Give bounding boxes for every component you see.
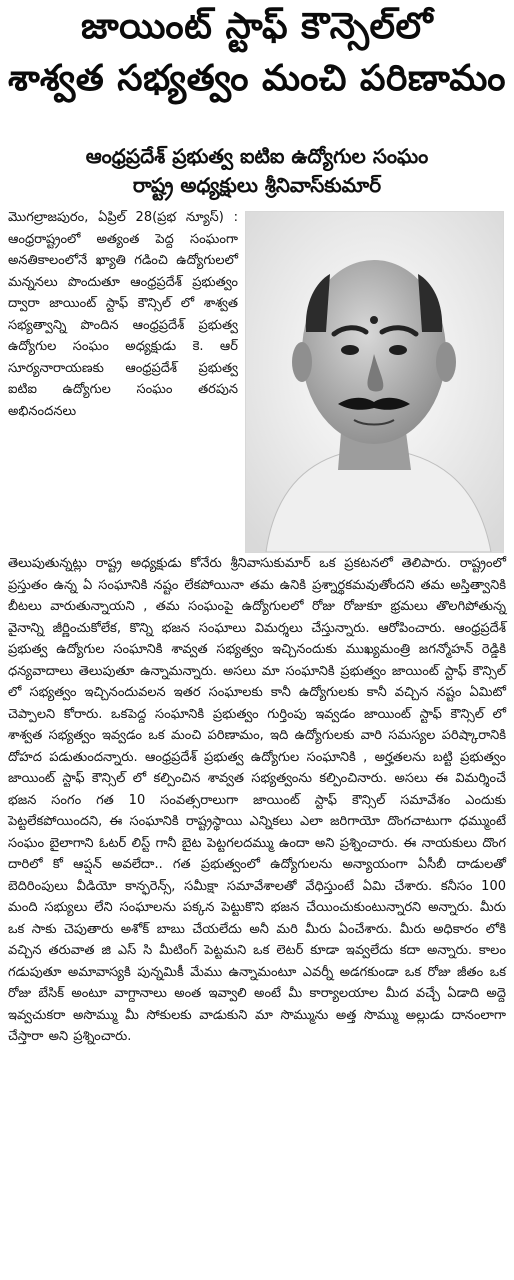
article-paragraph-full: తెలుపుతున్నట్లు రాష్ట్ర అధ్యక్షుడు కోనేరు శ్రీనివాసుకుమార్ ఒక ప్రకటనలో తెలిపారు. రాష్ట్రంలో ప్రస్తుతం ఉన్న ఏ సంఘానికి నష్టం లేకపోయినా తమ ఉనికి ప్రశ్నార్థకమవుతోందని తమ అస్తిత్వానికి బీటలు వారుతున్నాయని , తమ సంఘంపై ఉద్యోగులలో రోజు రోజుకూ భ్రమలు తొలగిపోతున్న వైనాన్ని జీర్ణించుకోలేక, కొన్ని భజన సంఘాలు విమర్శలు చేస్తున్నారు. ఆరోపించారు. ఆంధ్రప్రదేశ్ ప్రభుత్వ ఉద్యోగుల సంఘానికి శావ్వత సభ్యత్వం ఇచ్చినందుకు ముఖ్యమంత్రి జగన్మోహన్ రెడ్డికి ధన్యవాదాలు తెలుపుతూ ఉన్నామన్నారు. అసలు మా సంఘానికి ప్రభుత్వం జాయింట్ స్టాఫ్ కౌన్సిల్ లో సభ్యత్వం ఇచ్చినందువలన ఇతర సంఘాలకు కానీ ఉద్యోగులకు కానీ వచ్చిన నష్టం ఏమిటో చెప్పాలని కోరారు. ఒకపెద్ద సంఘానికి ప్రభుత్వం గుర్తింపు ఇవ్వడం జాయింట్ స్టాఫ్ కౌన్సిల్ లో శాశ్వత సభ్యత్వం ఇవ్వడం ఒక మంచి పరిణామం, ఇది ఉద్యోగులకు వారి సమస్యల పరిష్కారానికి దోహద పడుతుందన్నారు. ఆంధ్రప్రదేశ్ ప్రభుత్వ ఉద్యోగుల సంఘానికి , అర్హతలను బట్టి ప్రభుత్వం జాయింట్ స్టాఫ్ కౌన్సిల్ లో కల్పించిన శావ్వత సభ్యత్వంను కల్పించినారు. అసలు ఈ విమర్శించే భజన సంగం గత 10 సంవత్సరాలుగా జాయింట్ స్టాఫ్ కౌన్సిల్ సమావేశం ఎందుకు పెట్టలేకపోయిందని, ఈ సంఘానికి రాష్ట్రస్థాయి ఎన్నికలు ఎలా జరిగాయో దొంగచాటుగా ధమ్ముంటే సంఘం బైలాగాని ఓటర్ లిస్ట్ గానీ బైట పెట్టగలదమ్ము ఉందా అని ప్రశ్నించారు. ఈ నాయకులు దొంగ దారిలో కో ఆప్షన్ అవలేదా.. గత ప్రభుత్వంలో ఉద్యోగులను అన్యాయంగా ఏసీబీ దాడులతో బెదిరింపులు వీడియో కాన్ఫరెన్స్, సమీక్షా సమావేశాలతో వేధిస్తుంటే ఏమి చేశారు. కనీసం 100 మంది సభ్యులు లేని సంఘాలను పక్కన పెట్టుకొని భజన చేయించుకుంటున్నారని అన్నారు. మీరు ఒక సాకు చెపుతారు అశోక్ బాబు చేయలేదు అనీ మరి మీరు ఏంచేశారు. మీరు అధికారం లోకి వచ్చిన తరువాత జి ఎస్ సి మీటింగ్ పెట్టమని ఒక లెటర్ కూడా ఇవ్వలేదు కదా అన్నారు. కాలం గడుపుతూ అమావాస్యకి పున్నమికీ మేము ఉన్నామంటూ ఎవర్నీ అడగకుండా ఒక రోజు జీతం ఒక రోజు బేసిక్ అంటూ వాగ్దానాలు అంత ఇవ్వాలి అంటే మీ కార్యాలయాల మీద వచ్చే ఏడాది అద్దె ఇవ్వచుకరా అసొమ్ము మీ సోకులకు వాడుకుని మా సొమ్మును అత్త సొమ్ము అల్లుడు దానంలాగా చేస్తారా అని ప్రశ్నించారు.	[8, 556, 506, 1044]
article-dateline: మొగల్రాజపురం, ఏప్రిల్ 28(ప్రభ న్యూస్) :	[8, 210, 238, 225]
portrait-illustration	[246, 212, 503, 552]
portrait-photo	[245, 211, 504, 553]
headline-line-2: శాశ్వత సభ్యత్వం మంచి పరిణామం	[7, 58, 507, 99]
headline-line-1: జాయింట్ స్టాఫ్ కౌన్సెల్‌లో	[80, 6, 434, 47]
subheadline-line-2: రాష్ట్ర అధ్యక్షులు శ్రీనివాస్‌కుమార్	[132, 173, 382, 197]
subheadline-line-1: ఆంధ్రప్రదేశ్ ప్రభుత్వ ఐటిఐ ఉద్యోగుల సంఘం	[85, 144, 429, 168]
article-lead-text: ఆంధ్రరాష్ట్రంలో అత్యంత పెద్ద సంఘంగా అనతికాలంలోనే ఖ్యాతి గడించి ఉద్యోగులలో మన్ననలు పొందుతూ ఆంధ్రప్రదేశ్ ప్రభుత్వం ద్వారా జాయింట్ స్టాఫ్ కౌన్సిల్ లో శాశ్వత సభ్యత్వాన్ని పొందిన ఆంధ్రప్రదేశ్ ప్రభుత్వ ఉద్యోగుల సంఘం అధ్యక్షుడు కె. ఆర్ సూర్యనారాయణకు ఆంధ్రప్రదేశ్ ప్రభుత్వ ఐటిఐ ఉద్యోగుల సంఘం తరపున అభినందనలు	[8, 231, 238, 419]
article-paragraph-left	[8, 207, 238, 422]
